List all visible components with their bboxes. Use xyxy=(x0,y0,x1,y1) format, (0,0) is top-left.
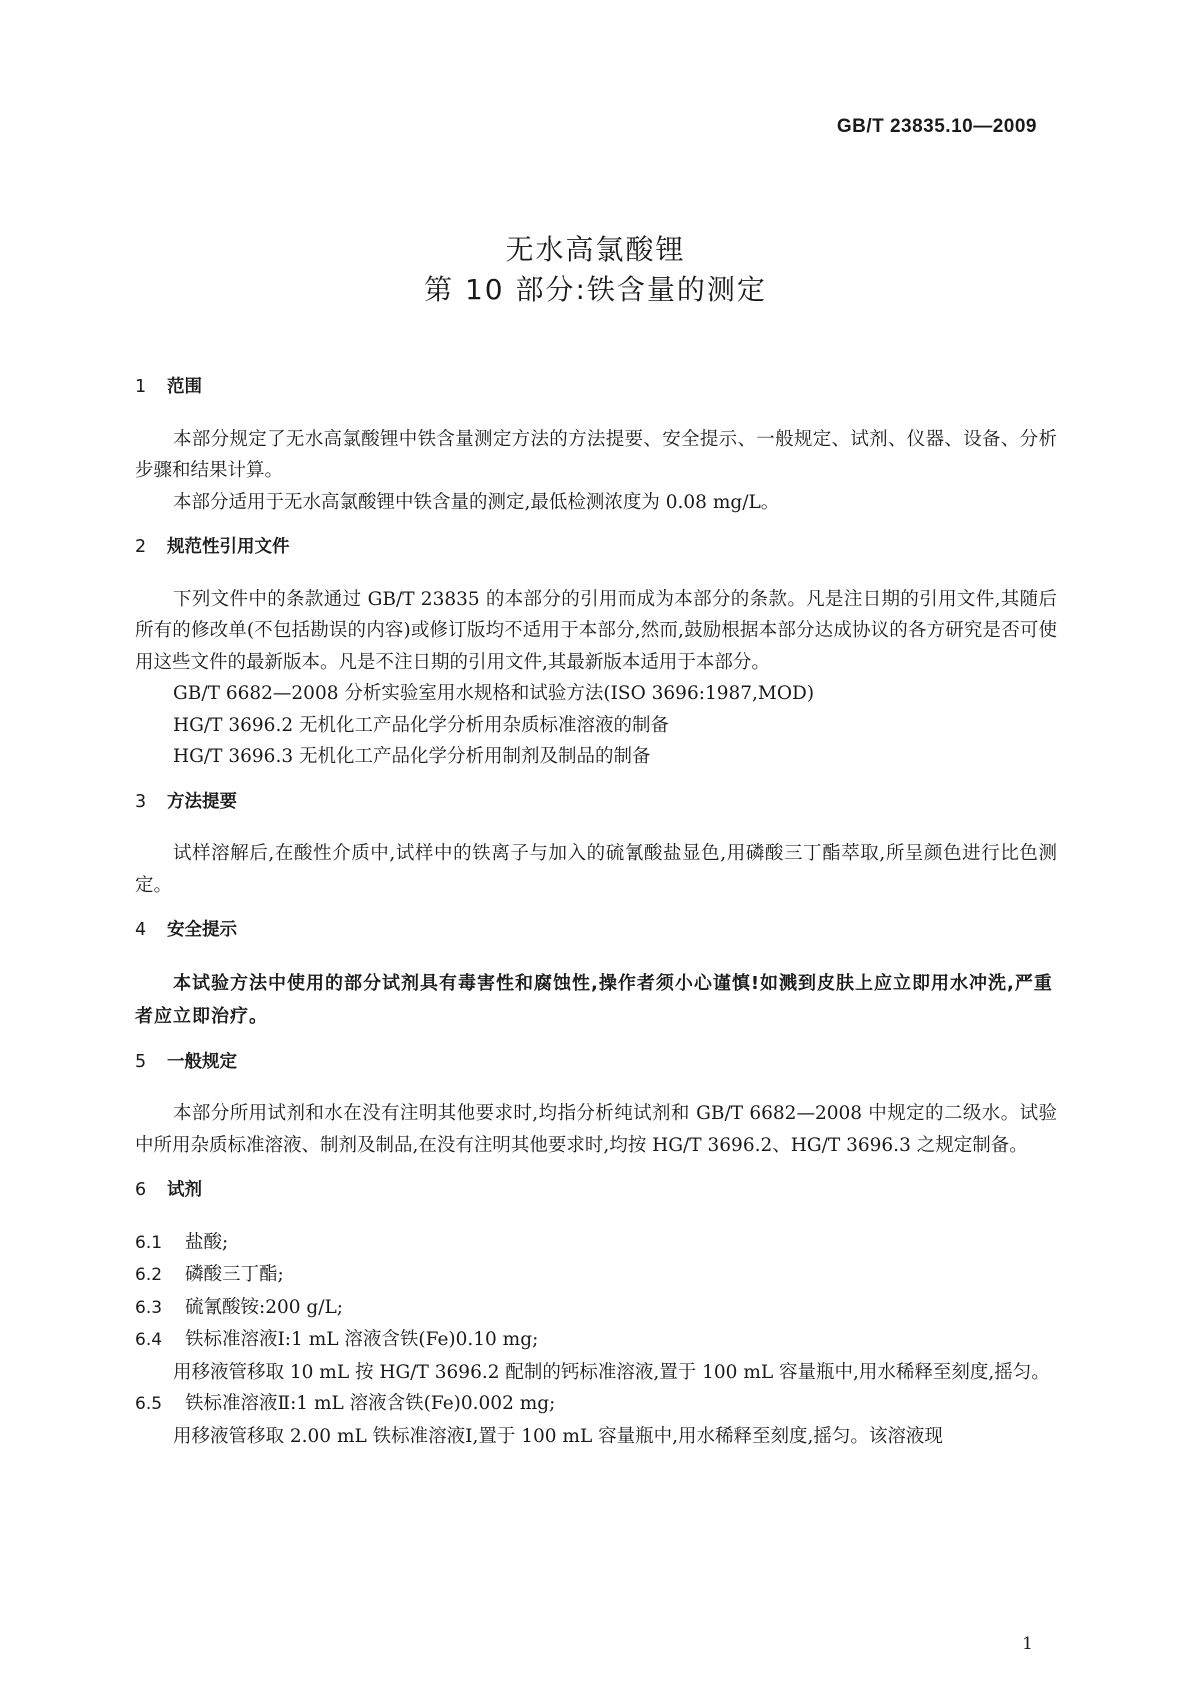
paragraph: 本部分所用试剂和水在没有注明其他要求时,均指分析纯试剂和 GB/T 6682—2008 中规定的二级水。试验中所用杂质标准溶液、制剂及制品,在没有注明其他要求时,均按 HG/T 3696.2、HG/T 3696.3 之规定制备。 xyxy=(135,1103,1057,1156)
section-title: 一般规定 xyxy=(167,1051,237,1072)
section-heading-reagents xyxy=(135,1175,1057,1207)
section-title: 方法提要 xyxy=(167,791,237,812)
section-heading-safety xyxy=(135,915,1057,947)
item-number: 6.4 xyxy=(135,1330,163,1350)
section-title: 试剂 xyxy=(167,1180,202,1200)
reference-code: GB/T 6682—2008 xyxy=(173,683,339,704)
reference-code: HG/T 3696.2 xyxy=(173,714,294,736)
reference-title: 分析实验室用水规格和试验方法(ISO 3696:1987,MOD) xyxy=(344,683,815,704)
paragraph: 本部分适用于无水高氯酸锂中铁含量的测定,最低检测浓度为 0.08 mg/L。 xyxy=(173,491,780,513)
document-subtitle: 第 10 部分:铁含量的测定 xyxy=(424,273,767,306)
section-number: 5 xyxy=(135,1051,147,1072)
reference-item xyxy=(173,710,1057,742)
section-heading-normative-references xyxy=(135,532,1057,564)
reference-item xyxy=(173,741,1057,773)
section-title: 范围 xyxy=(167,377,202,397)
document-title: 无水高氯酸锂 xyxy=(505,233,686,266)
safety-warning: 本试验方法中使用的部分试剂具有毒害性和腐蚀性,操作者须小心谨慎!如溅到皮肤上应立即用水冲洗,严重者应立即治疗。 xyxy=(135,972,1053,1027)
section-number: 4 xyxy=(135,920,147,940)
item-text: 盐酸; xyxy=(185,1231,229,1253)
standard-code: GB/T 23835.10—2009 xyxy=(836,116,1037,137)
document-body xyxy=(135,372,1057,1452)
item-number: 6.1 xyxy=(135,1232,163,1253)
section-heading-scope xyxy=(135,372,1057,404)
paragraph: 下列文件中的条款通过 GB/T 23835 的本部分的引用而成为本部分的条款。凡是注日期的引用文件,其随后所有的修改单(不包括勘误的内容)或修订版均不适用于本部分,然而,鼓励根据本部分达成协议的各方研究是否可使用这些文件的最新版本。凡是不注日期的引用文件,其最新版本适用于本部分。 xyxy=(135,588,1057,673)
reagent-item xyxy=(135,1259,1057,1292)
item-number: 6.2 xyxy=(135,1265,163,1285)
reagent-item xyxy=(135,1388,1057,1421)
item-number: 6.3 xyxy=(135,1297,163,1318)
item-number: 6.5 xyxy=(135,1394,163,1414)
section-heading-method-summary xyxy=(135,787,1057,819)
paragraph: 用移液管移取 2.00 mL 铁标准溶液Ⅰ,置于 100 mL 容量瓶中,用水稀释至刻度,摇匀。该溶液现 xyxy=(173,1425,943,1447)
reference-title: 无机化工产品化学分析用制剂及制品的制备 xyxy=(299,746,651,767)
section-title: 规范性引用文件 xyxy=(167,537,290,557)
page-number: 1 xyxy=(1022,1634,1033,1654)
section-title: 安全提示 xyxy=(167,920,237,940)
item-text: 铁标准溶液Ⅱ:1 mL 溶液含铁(Fe)0.002 mg; xyxy=(185,1393,556,1414)
paragraph: 用移液管移取 10 mL 按 HG/T 3696.2 配制的钙标准溶液,置于 100 mL 容量瓶中,用水稀释至刻度,摇匀。 xyxy=(173,1361,1050,1383)
reagent-item xyxy=(135,1324,1057,1357)
item-text: 铁标准溶液Ⅰ:1 mL 溶液含铁(Fe)0.10 mg; xyxy=(185,1329,539,1350)
reference-code: HG/T 3696.3 xyxy=(173,746,294,767)
reagent-item xyxy=(135,1292,1057,1325)
reference-title: 无机化工产品化学分析用杂质标准溶液的制备 xyxy=(299,714,670,736)
section-number: 6 xyxy=(135,1180,147,1200)
section-number: 2 xyxy=(135,537,147,557)
reagent-item xyxy=(135,1227,1057,1260)
reference-item xyxy=(173,678,1057,710)
paragraph: 本部分规定了无水高氯酸锂中铁含量测定方法的方法提要、安全提示、一般规定、试剂、仪器、设备、分析步骤和结果计算。 xyxy=(135,428,1057,481)
section-number: 3 xyxy=(135,791,147,812)
item-text: 磷酸三丁酯; xyxy=(185,1264,284,1285)
section-number: 1 xyxy=(135,377,147,397)
item-text: 硫氰酸铵:200 g/L; xyxy=(185,1296,344,1318)
section-heading-general-rules xyxy=(135,1047,1057,1079)
paragraph: 试样溶解后,在酸性介质中,试样中的铁离子与加入的硫氰酸盐显色,用磷酸三丁酯萃取,所呈颜色进行比色测定。 xyxy=(135,843,1057,896)
